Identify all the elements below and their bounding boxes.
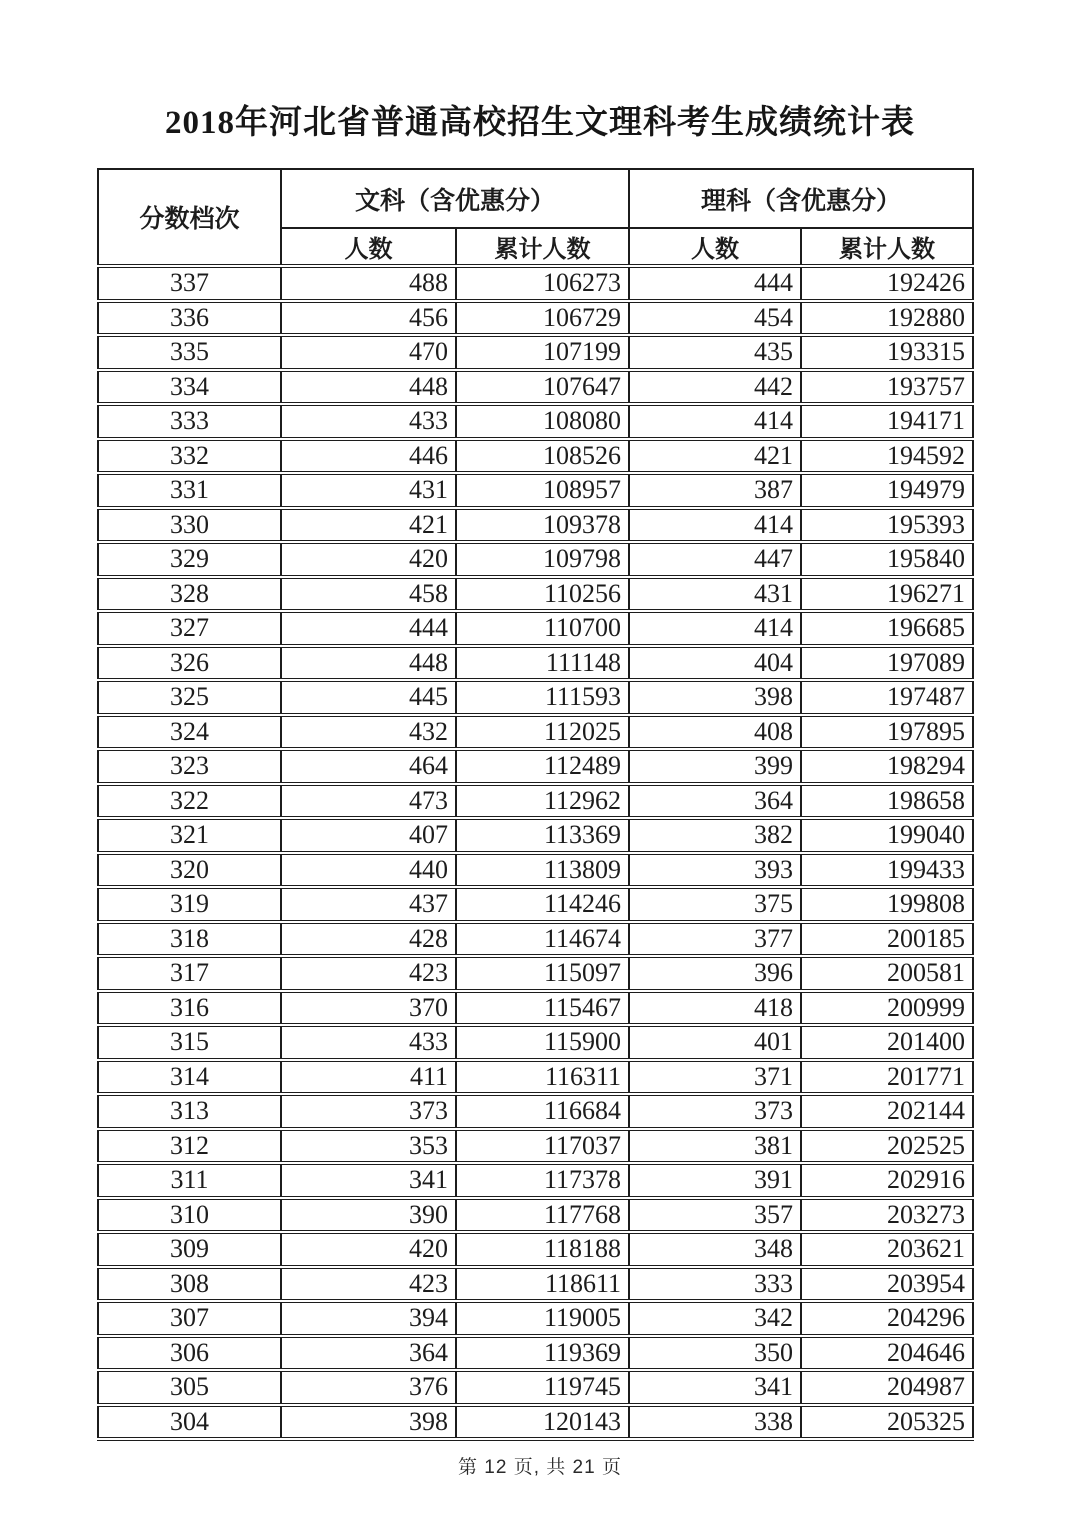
cell-arts-cumulative: 111148 <box>456 646 629 681</box>
cell-arts-count: 448 <box>281 370 456 405</box>
cell-arts-cumulative: 112025 <box>456 715 629 750</box>
cell-arts-cumulative: 119745 <box>456 1370 629 1405</box>
cell-score-level: 333 <box>98 404 281 439</box>
cell-score-level: 325 <box>98 680 281 715</box>
cell-science-cumulative: 202916 <box>801 1163 973 1198</box>
cell-score-level: 317 <box>98 956 281 991</box>
table-row <box>98 715 973 750</box>
cell-arts-count: 431 <box>281 473 456 508</box>
header-science-group: 理科（含优惠分） <box>629 169 973 228</box>
cell-arts-count: 444 <box>281 611 456 646</box>
cell-score-level: 324 <box>98 715 281 750</box>
header-science-cumulative: 累计人数 <box>801 228 973 266</box>
cell-science-cumulative: 203621 <box>801 1232 973 1267</box>
table-row <box>98 1094 973 1129</box>
cell-science-count: 418 <box>629 991 801 1026</box>
table-row <box>98 473 973 508</box>
cell-score-level: 328 <box>98 577 281 612</box>
table-header-row-groups <box>98 169 973 228</box>
cell-science-count: 399 <box>629 749 801 784</box>
cell-science-cumulative: 197089 <box>801 646 973 681</box>
cell-score-level: 321 <box>98 818 281 853</box>
cell-arts-count: 421 <box>281 508 456 543</box>
cell-arts-cumulative: 108526 <box>456 439 629 474</box>
cell-science-cumulative: 201771 <box>801 1060 973 1095</box>
cell-arts-count: 488 <box>281 266 456 301</box>
table-row <box>98 784 973 819</box>
table-row <box>98 542 973 577</box>
cell-score-level: 313 <box>98 1094 281 1129</box>
cell-science-cumulative: 203954 <box>801 1267 973 1302</box>
table-row <box>98 1232 973 1267</box>
cell-arts-cumulative: 114674 <box>456 922 629 957</box>
cell-science-cumulative: 194171 <box>801 404 973 439</box>
table-row <box>98 853 973 888</box>
cell-arts-count: 353 <box>281 1129 456 1164</box>
cell-arts-cumulative: 112962 <box>456 784 629 819</box>
cell-science-count: 414 <box>629 404 801 439</box>
cell-science-count: 391 <box>629 1163 801 1198</box>
cell-arts-cumulative: 107647 <box>456 370 629 405</box>
cell-science-count: 444 <box>629 266 801 301</box>
cell-arts-cumulative: 117037 <box>456 1129 629 1164</box>
cell-score-level: 329 <box>98 542 281 577</box>
cell-arts-count: 437 <box>281 887 456 922</box>
cell-arts-count: 407 <box>281 818 456 853</box>
cell-arts-count: 373 <box>281 1094 456 1129</box>
cell-science-cumulative: 202525 <box>801 1129 973 1164</box>
cell-science-count: 393 <box>629 853 801 888</box>
cell-score-level: 330 <box>98 508 281 543</box>
cell-score-level: 305 <box>98 1370 281 1405</box>
cell-arts-count: 458 <box>281 577 456 612</box>
cell-score-level: 307 <box>98 1301 281 1336</box>
cell-science-count: 454 <box>629 301 801 336</box>
cell-science-cumulative: 205325 <box>801 1405 973 1440</box>
cell-arts-count: 440 <box>281 853 456 888</box>
cell-arts-count: 420 <box>281 542 456 577</box>
cell-arts-count: 433 <box>281 1025 456 1060</box>
table-row <box>98 1370 973 1405</box>
cell-science-count: 382 <box>629 818 801 853</box>
cell-arts-count: 433 <box>281 404 456 439</box>
cell-arts-cumulative: 120143 <box>456 1405 629 1440</box>
cell-arts-cumulative: 106729 <box>456 301 629 336</box>
cell-science-cumulative: 200581 <box>801 956 973 991</box>
cell-science-count: 414 <box>629 611 801 646</box>
cell-arts-cumulative: 110256 <box>456 577 629 612</box>
cell-score-level: 331 <box>98 473 281 508</box>
cell-science-cumulative: 193757 <box>801 370 973 405</box>
table-row <box>98 508 973 543</box>
table-header <box>98 169 973 266</box>
cell-score-level: 318 <box>98 922 281 957</box>
score-statistics-table <box>97 168 974 1441</box>
cell-score-level: 319 <box>98 887 281 922</box>
cell-score-level: 309 <box>98 1232 281 1267</box>
cell-science-cumulative: 192426 <box>801 266 973 301</box>
table-row <box>98 1336 973 1371</box>
cell-score-level: 323 <box>98 749 281 784</box>
cell-arts-count: 390 <box>281 1198 456 1233</box>
cell-science-cumulative: 196271 <box>801 577 973 612</box>
cell-arts-cumulative: 109798 <box>456 542 629 577</box>
table-row <box>98 1405 973 1440</box>
cell-arts-count: 448 <box>281 646 456 681</box>
cell-science-cumulative: 198294 <box>801 749 973 784</box>
header-liberal-arts-group: 文科（含优惠分） <box>281 169 629 228</box>
cell-score-level: 312 <box>98 1129 281 1164</box>
cell-science-cumulative: 196685 <box>801 611 973 646</box>
cell-arts-cumulative: 113809 <box>456 853 629 888</box>
cell-arts-cumulative: 115467 <box>456 991 629 1026</box>
table-row <box>98 1198 973 1233</box>
cell-science-cumulative: 199433 <box>801 853 973 888</box>
cell-arts-cumulative: 110700 <box>456 611 629 646</box>
cell-science-count: 381 <box>629 1129 801 1164</box>
table-row <box>98 991 973 1026</box>
table-row <box>98 577 973 612</box>
cell-arts-count: 464 <box>281 749 456 784</box>
cell-score-level: 310 <box>98 1198 281 1233</box>
cell-score-level: 306 <box>98 1336 281 1371</box>
cell-arts-cumulative: 113369 <box>456 818 629 853</box>
cell-science-count: 435 <box>629 335 801 370</box>
cell-science-cumulative: 202144 <box>801 1094 973 1129</box>
cell-science-count: 421 <box>629 439 801 474</box>
cell-arts-count: 470 <box>281 335 456 370</box>
cell-science-cumulative: 201400 <box>801 1025 973 1060</box>
cell-arts-count: 428 <box>281 922 456 957</box>
cell-science-count: 396 <box>629 956 801 991</box>
cell-science-count: 348 <box>629 1232 801 1267</box>
cell-arts-cumulative: 108080 <box>456 404 629 439</box>
table-row <box>98 404 973 439</box>
cell-arts-cumulative: 116311 <box>456 1060 629 1095</box>
cell-arts-cumulative: 118188 <box>456 1232 629 1267</box>
cell-science-count: 357 <box>629 1198 801 1233</box>
table-row <box>98 922 973 957</box>
cell-arts-cumulative: 115900 <box>456 1025 629 1060</box>
cell-science-cumulative: 200999 <box>801 991 973 1026</box>
cell-science-cumulative: 200185 <box>801 922 973 957</box>
header-arts-cumulative: 累计人数 <box>456 228 629 266</box>
cell-arts-count: 364 <box>281 1336 456 1371</box>
table-row <box>98 887 973 922</box>
cell-arts-count: 423 <box>281 956 456 991</box>
cell-score-level: 334 <box>98 370 281 405</box>
cell-science-count: 373 <box>629 1094 801 1129</box>
cell-science-cumulative: 193315 <box>801 335 973 370</box>
cell-arts-count: 394 <box>281 1301 456 1336</box>
cell-science-cumulative: 194592 <box>801 439 973 474</box>
cell-science-count: 341 <box>629 1370 801 1405</box>
cell-score-level: 337 <box>98 266 281 301</box>
table-row <box>98 1267 973 1302</box>
cell-score-level: 326 <box>98 646 281 681</box>
cell-science-count: 333 <box>629 1267 801 1302</box>
table-row <box>98 680 973 715</box>
cell-science-count: 414 <box>629 508 801 543</box>
cell-science-cumulative: 192880 <box>801 301 973 336</box>
cell-arts-cumulative: 111593 <box>456 680 629 715</box>
table-row <box>98 956 973 991</box>
cell-science-count: 387 <box>629 473 801 508</box>
cell-arts-count: 398 <box>281 1405 456 1440</box>
page-number-footer: 第 12 页, 共 21 页 <box>458 1457 622 1478</box>
cell-arts-cumulative: 117768 <box>456 1198 629 1233</box>
cell-science-cumulative: 204987 <box>801 1370 973 1405</box>
cell-science-count: 338 <box>629 1405 801 1440</box>
table-row <box>98 370 973 405</box>
cell-arts-cumulative: 116684 <box>456 1094 629 1129</box>
table-row <box>98 266 973 301</box>
cell-science-cumulative: 198658 <box>801 784 973 819</box>
cell-science-count: 401 <box>629 1025 801 1060</box>
cell-arts-count: 446 <box>281 439 456 474</box>
cell-science-cumulative: 199808 <box>801 887 973 922</box>
cell-score-level: 315 <box>98 1025 281 1060</box>
cell-arts-cumulative: 108957 <box>456 473 629 508</box>
cell-score-level: 304 <box>98 1405 281 1440</box>
cell-arts-cumulative: 109378 <box>456 508 629 543</box>
cell-arts-count: 420 <box>281 1232 456 1267</box>
cell-arts-cumulative: 117378 <box>456 1163 629 1198</box>
cell-science-count: 350 <box>629 1336 801 1371</box>
cell-arts-cumulative: 119005 <box>456 1301 629 1336</box>
cell-science-cumulative: 204646 <box>801 1336 973 1371</box>
cell-arts-count: 456 <box>281 301 456 336</box>
table-row <box>98 1060 973 1095</box>
cell-score-level: 308 <box>98 1267 281 1302</box>
cell-arts-count: 473 <box>281 784 456 819</box>
cell-score-level: 322 <box>98 784 281 819</box>
table-row <box>98 439 973 474</box>
cell-arts-cumulative: 114246 <box>456 887 629 922</box>
cell-score-level: 332 <box>98 439 281 474</box>
cell-science-count: 371 <box>629 1060 801 1095</box>
cell-science-cumulative: 194979 <box>801 473 973 508</box>
cell-science-count: 364 <box>629 784 801 819</box>
cell-science-count: 431 <box>629 577 801 612</box>
cell-score-level: 335 <box>98 335 281 370</box>
cell-arts-cumulative: 118611 <box>456 1267 629 1302</box>
cell-science-count: 442 <box>629 370 801 405</box>
cell-arts-count: 432 <box>281 715 456 750</box>
cell-score-level: 316 <box>98 991 281 1026</box>
score-table-body <box>98 266 973 1439</box>
cell-science-count: 408 <box>629 715 801 750</box>
cell-science-cumulative: 204296 <box>801 1301 973 1336</box>
table-row <box>98 611 973 646</box>
cell-score-level: 311 <box>98 1163 281 1198</box>
cell-arts-cumulative: 112489 <box>456 749 629 784</box>
header-science-count: 人数 <box>629 228 801 266</box>
cell-arts-count: 411 <box>281 1060 456 1095</box>
cell-arts-cumulative: 107199 <box>456 335 629 370</box>
cell-arts-count: 445 <box>281 680 456 715</box>
cell-arts-cumulative: 106273 <box>456 266 629 301</box>
cell-science-cumulative: 197895 <box>801 715 973 750</box>
cell-score-level: 320 <box>98 853 281 888</box>
cell-arts-count: 376 <box>281 1370 456 1405</box>
cell-science-cumulative: 195393 <box>801 508 973 543</box>
cell-arts-cumulative: 115097 <box>456 956 629 991</box>
cell-science-cumulative: 203273 <box>801 1198 973 1233</box>
header-arts-count: 人数 <box>281 228 456 266</box>
page-title: 2018年河北省普通高校招生文理科考生成绩统计表 <box>165 105 915 141</box>
cell-science-count: 398 <box>629 680 801 715</box>
table-row <box>98 1163 973 1198</box>
cell-score-level: 336 <box>98 301 281 336</box>
table-row <box>98 818 973 853</box>
table-row <box>98 749 973 784</box>
cell-science-count: 342 <box>629 1301 801 1336</box>
table-row <box>98 646 973 681</box>
cell-score-level: 327 <box>98 611 281 646</box>
cell-science-count: 447 <box>629 542 801 577</box>
cell-arts-count: 370 <box>281 991 456 1026</box>
cell-science-count: 404 <box>629 646 801 681</box>
cell-arts-count: 423 <box>281 1267 456 1302</box>
cell-science-cumulative: 197487 <box>801 680 973 715</box>
cell-science-count: 375 <box>629 887 801 922</box>
cell-science-cumulative: 199040 <box>801 818 973 853</box>
cell-arts-cumulative: 119369 <box>456 1336 629 1371</box>
cell-science-cumulative: 195840 <box>801 542 973 577</box>
cell-arts-count: 341 <box>281 1163 456 1198</box>
table-row <box>98 1301 973 1336</box>
cell-score-level: 314 <box>98 1060 281 1095</box>
table-row <box>98 1025 973 1060</box>
table-row <box>98 335 973 370</box>
header-score-level: 分数档次 <box>98 169 281 266</box>
table-row <box>98 301 973 336</box>
cell-science-count: 377 <box>629 922 801 957</box>
table-row <box>98 1129 973 1164</box>
